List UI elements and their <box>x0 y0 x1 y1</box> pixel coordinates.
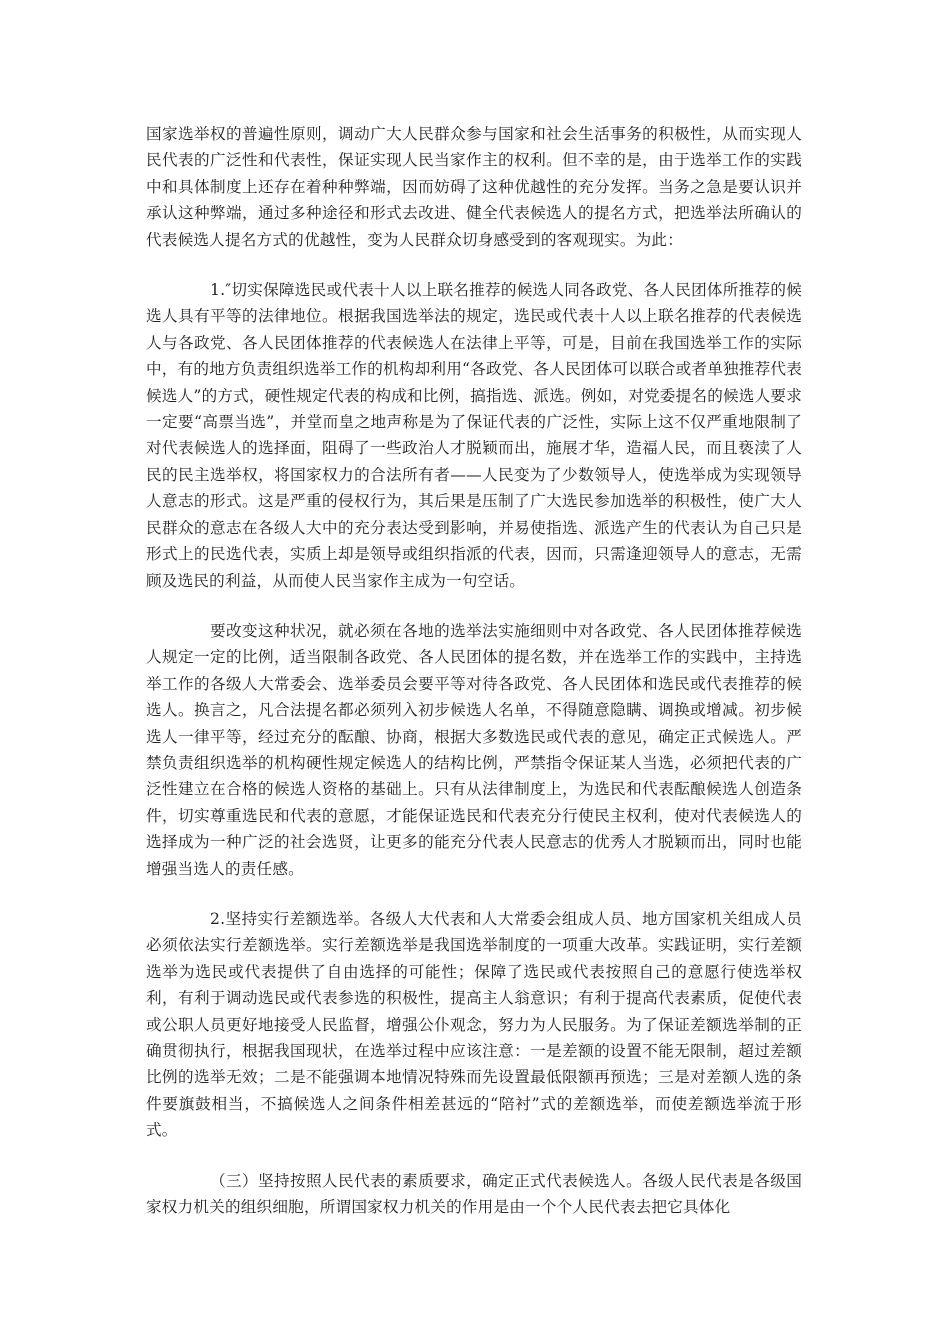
paragraph-intro: 国家选举权的普遍性原则，调动广大人民群众参与国家和社会生活事务的积极性，从而实现人民代表的广泛性和代表性，保证实现人民当家作主的权利。但不幸的是，由于选举工作的实践中和具体制度上还存在着种种弊端，因而妨碍了这种优越性的充分发挥。当务之急是要认识并承认这种弊端，通过多种途径和形式去改进、健全代表候选人的提名方式，把选举法所确认的代表候选人提名方式的优越性，变为人民群众切身感受到的客观现实。为此： <box>146 125 802 249</box>
paragraph-section-3: （三）坚持按照人民代表的素质要求，确定正式代表候选人。各级人民代表是各级国家权力机关的组织细胞，所谓国家权力机关的作用是由一个个人民代表去把它具体化 <box>146 1171 802 1217</box>
document-page <box>146 121 802 1220</box>
paragraph-reform: 要改变这种状况，就必须在各地的选举法实施细则中对各政党、各人民团体推荐候选人规定一定的比例，适当限制各政党、各人民团体的提名数，并在选举工作的实践中，主持选举工作的各级人大常委会、选举委员会要平等对待各政党、各人民团体和选民或代表推荐的候选人。换言之，凡合法提名都必须列入初步候选人名单，不得随意隐瞒、调换或增减。初步候选人一律平等，经过充分的酝酿、协商，根据大多数选民或代表的意见，确定正式候选人。严禁负责组织选举的机构硬性规定候选人的结构比例，严禁指令保证某人当选，必须把代表的广泛性建立在合格的候选人资格的基础上。只有从法律制度上，为选民和代表酝酿候选人创造条件，切实尊重选民和代表的意愿，才能保证选民和代表充分行使民主权利，使对代表候选人的选择成为一种广泛的社会选贤，让更多的能充分代表人民意志的优秀人才脱颖而出，同时也能增强当选人的责任感。 <box>146 621 802 878</box>
paragraph-point-2: 2.坚持实行差额选举。各级人大代表和人大常委会组成人员、地方国家机关组成人员必须依法实行差额选举。实行差额选举是我国选举制度的一项重大改革。实践证明，实行差额选举为选民或代表提供了自由选择的可能性；保障了选民或代表按照自己的意愿行使选举权利，有利于调动选民或代表参选的积极性，提高主人翁意识；有利于提高代表素质，促使代表或公职人员更好地接受人民监督，增强公仆观念，努力为人民服务。为了保证差额选举制的正确贯彻执行，根据我国现状，在选举过程中应该注意：一是差额的设置不能无限制，超过差额比例的选举无效；二是不能强调本地情况特殊而先设置最低限额再预选；三是对差额人选的条件要旗鼓相当，不搞候选人之间条件相差甚远的“陪衬”式的差额选举，而使差额选举流于形式。 <box>146 909 802 1140</box>
paragraph-gap <box>146 253 802 277</box>
paragraph-gap <box>146 594 802 618</box>
paragraph-point-1: 1.″切实保障选民或代表十人以上联名推荐的候选人同各政党、各人民团体所推荐的候选人具有平等的法律地位。根据我国选举法的规定，选民或代表十人以上联名推荐的代表候选人与各政党、各人民团体推荐的代表候选人在法律上平等，可是，目前在我国选举工作的实际中，有的地方负责组织选举工作的机构却利用“各政党、各人民团体可以联合或者单独推荐代表候选人”的方式，硬性规定代表的构成和比例，搞指选、派选。例如，对党委提名的候选人要求一定要“高票当选”，并堂而皇之地声称是为了保证代表的广泛性，实际上这不仅严重地限制了对代表候选人的选择面，阻碍了一些政治人才脱颖而出，施展才华，造福人民，而且亵渎了人民的民主选举权，将国家权力的合法所有者——人民变为了少数领导人，使选举成为实现领导人意志的形式。这是严重的侵权行为，其后果是压制了广大选民参加选举的积极性，使广大人民群众的意志在各级人大中的充分表达受到影响，并易使指选、派选产生的代表认为自己只是形式上的民选代表，实质上却是领导或组织指派的代表，因而，只需逢迎领导人的意志，无需顾及选民的利益，从而使人民当家作主成为一句空话。 <box>146 281 802 590</box>
paragraph-gap <box>146 1144 802 1168</box>
paragraph-gap <box>146 882 802 906</box>
